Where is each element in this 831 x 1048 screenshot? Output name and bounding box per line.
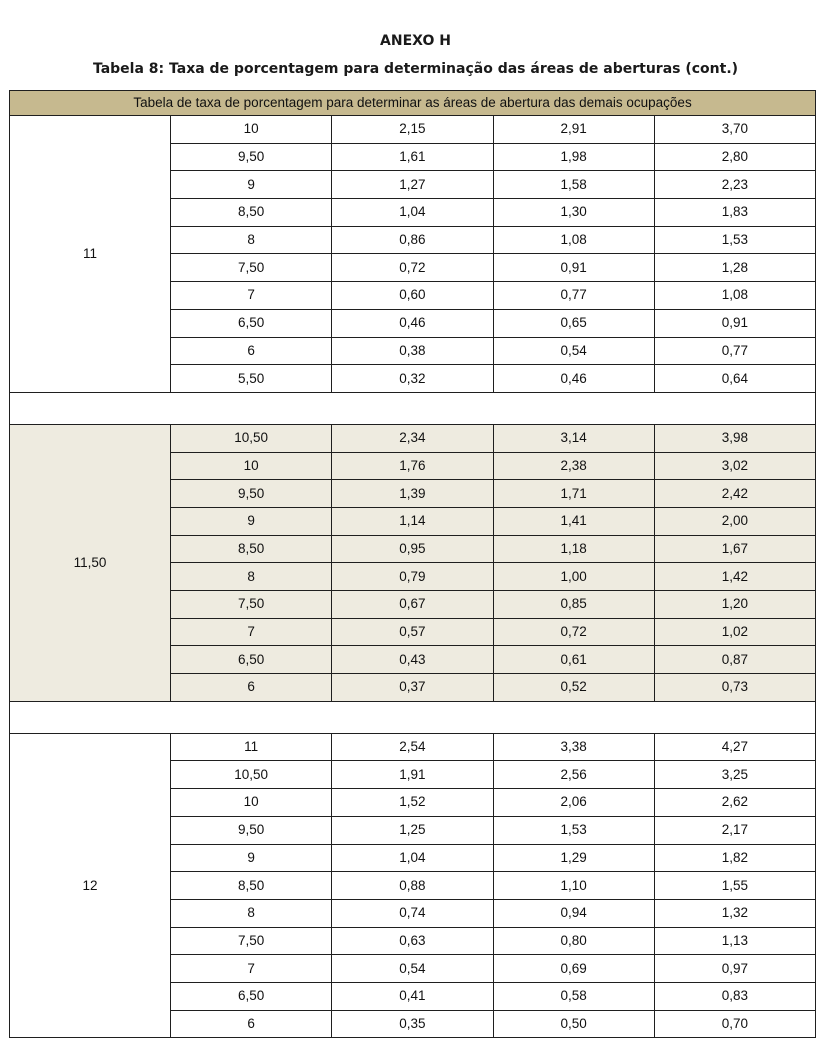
table-header: Tabela de taxa de porcentagem para determinar as áreas de abertura das demais ocupações bbox=[10, 91, 816, 116]
table-cell: 0,85 bbox=[493, 591, 654, 619]
table-cell: 11 bbox=[171, 733, 332, 761]
table-cell: 10,50 bbox=[171, 761, 332, 789]
table-cell: 0,88 bbox=[332, 872, 493, 900]
table-cell: 1,08 bbox=[493, 226, 654, 254]
table-cell: 1,14 bbox=[332, 507, 493, 535]
table-cell: 2,15 bbox=[332, 116, 493, 144]
table-cell: 10 bbox=[171, 789, 332, 817]
table-cell: 0,63 bbox=[332, 927, 493, 955]
table-cell: 1,67 bbox=[654, 535, 815, 563]
table-cell: 1,27 bbox=[332, 171, 493, 199]
table-cell: 1,29 bbox=[493, 844, 654, 872]
table-cell: 0,94 bbox=[493, 899, 654, 927]
table-cell: 2,34 bbox=[332, 424, 493, 452]
table-cell: 0,54 bbox=[493, 337, 654, 365]
table-header-row bbox=[10, 91, 816, 116]
table-cell: 1,91 bbox=[332, 761, 493, 789]
table-cell: 1,20 bbox=[654, 591, 815, 619]
table-cell: 5,50 bbox=[171, 365, 332, 393]
table-cell: 1,04 bbox=[332, 199, 493, 227]
table-row bbox=[10, 116, 816, 144]
table-cell: 6 bbox=[171, 337, 332, 365]
table-cell: 1,32 bbox=[654, 899, 815, 927]
group-separator bbox=[10, 392, 816, 424]
table-cell: 0,77 bbox=[493, 282, 654, 310]
table-cell: 1,13 bbox=[654, 927, 815, 955]
table-cell: 0,41 bbox=[332, 982, 493, 1010]
table-cell: 7 bbox=[171, 618, 332, 646]
table-cell: 1,98 bbox=[493, 143, 654, 171]
table-cell: 9 bbox=[171, 171, 332, 199]
table-cell: 0,38 bbox=[332, 337, 493, 365]
table-cell: 9,50 bbox=[171, 816, 332, 844]
table-cell: 7 bbox=[171, 955, 332, 983]
table-cell: 3,38 bbox=[493, 733, 654, 761]
table-cell: 8 bbox=[171, 226, 332, 254]
table-cell: 2,80 bbox=[654, 143, 815, 171]
table-cell: 1,28 bbox=[654, 254, 815, 282]
table-cell: 2,00 bbox=[654, 507, 815, 535]
table-cell: 0,86 bbox=[332, 226, 493, 254]
table-cell: 8 bbox=[171, 899, 332, 927]
table-cell: 10 bbox=[171, 116, 332, 144]
table-cell: 10 bbox=[171, 452, 332, 480]
table-cell: 0,72 bbox=[493, 618, 654, 646]
table-cell: 1,71 bbox=[493, 480, 654, 508]
table-cell: 7,50 bbox=[171, 254, 332, 282]
table-cell: 0,87 bbox=[654, 646, 815, 674]
table-cell: 0,70 bbox=[654, 1010, 815, 1038]
table-cell: 9 bbox=[171, 844, 332, 872]
table-cell: 1,53 bbox=[654, 226, 815, 254]
table-cell: 4,27 bbox=[654, 733, 815, 761]
table-row bbox=[10, 733, 816, 761]
table-cell: 1,10 bbox=[493, 872, 654, 900]
table-cell: 0,57 bbox=[332, 618, 493, 646]
table-cell: 0,35 bbox=[332, 1010, 493, 1038]
table-cell: 1,30 bbox=[493, 199, 654, 227]
table-cell: 0,74 bbox=[332, 899, 493, 927]
table-cell: 9,50 bbox=[171, 143, 332, 171]
table-cell: 9 bbox=[171, 507, 332, 535]
table-cell: 0,60 bbox=[332, 282, 493, 310]
table-cell: 2,56 bbox=[493, 761, 654, 789]
group-label: 12 bbox=[10, 733, 171, 1038]
table-cell: 2,62 bbox=[654, 789, 815, 817]
table-cell: 2,42 bbox=[654, 480, 815, 508]
group-separator bbox=[10, 701, 816, 733]
table-cell: 0,95 bbox=[332, 535, 493, 563]
table-cell: 1,53 bbox=[493, 816, 654, 844]
table-cell: 0,52 bbox=[493, 674, 654, 702]
opening-rate-table bbox=[9, 90, 816, 1038]
table-cell: 1,25 bbox=[332, 816, 493, 844]
table-cell: 2,54 bbox=[332, 733, 493, 761]
group-label: 11,50 bbox=[10, 424, 171, 701]
table-cell: 0,72 bbox=[332, 254, 493, 282]
group-label: 11 bbox=[10, 116, 171, 393]
table-cell: 0,80 bbox=[493, 927, 654, 955]
table-cell: 1,82 bbox=[654, 844, 815, 872]
table-cell: 2,91 bbox=[493, 116, 654, 144]
table-cell: 0,46 bbox=[332, 309, 493, 337]
table-body bbox=[10, 91, 816, 1038]
table-cell: 1,76 bbox=[332, 452, 493, 480]
table-cell: 0,73 bbox=[654, 674, 815, 702]
table-cell: 0,65 bbox=[493, 309, 654, 337]
table-cell: 0,64 bbox=[654, 365, 815, 393]
table-cell: 2,38 bbox=[493, 452, 654, 480]
table-cell: 2,23 bbox=[654, 171, 815, 199]
table-cell: 7 bbox=[171, 282, 332, 310]
table-caption: Tabela 8: Taxa de porcentagem para determinação das áreas de aberturas (cont.) bbox=[92, 61, 739, 77]
table-cell: 0,77 bbox=[654, 337, 815, 365]
table-cell: 0,43 bbox=[332, 646, 493, 674]
table-cell: 1,18 bbox=[493, 535, 654, 563]
table-cell: 8,50 bbox=[171, 535, 332, 563]
table-cell: 1,08 bbox=[654, 282, 815, 310]
table-cell: 8 bbox=[171, 563, 332, 591]
table-cell: 3,25 bbox=[654, 761, 815, 789]
table-row bbox=[10, 424, 816, 452]
table-cell: 1,42 bbox=[654, 563, 815, 591]
table-cell: 7,50 bbox=[171, 591, 332, 619]
table-cell: 8,50 bbox=[171, 199, 332, 227]
table-cell: 1,00 bbox=[493, 563, 654, 591]
table-cell: 0,46 bbox=[493, 365, 654, 393]
table-cell: 6 bbox=[171, 674, 332, 702]
table-cell: 6,50 bbox=[171, 646, 332, 674]
table-cell: 6,50 bbox=[171, 309, 332, 337]
annex-title: ANEXO H bbox=[380, 33, 451, 49]
table-cell: 1,39 bbox=[332, 480, 493, 508]
table-cell: 1,83 bbox=[654, 199, 815, 227]
table-cell: 1,04 bbox=[332, 844, 493, 872]
table-cell: 1,61 bbox=[332, 143, 493, 171]
table-cell: 1,55 bbox=[654, 872, 815, 900]
table-cell: 1,52 bbox=[332, 789, 493, 817]
table-cell: 0,97 bbox=[654, 955, 815, 983]
table-cell: 2,17 bbox=[654, 816, 815, 844]
table-cell: 3,14 bbox=[493, 424, 654, 452]
table-cell: 7,50 bbox=[171, 927, 332, 955]
table-cell: 1,02 bbox=[654, 618, 815, 646]
table-cell: 6 bbox=[171, 1010, 332, 1038]
table-cell: 0,91 bbox=[654, 309, 815, 337]
table-cell: 3,98 bbox=[654, 424, 815, 452]
table-cell: 0,61 bbox=[493, 646, 654, 674]
table-cell: 0,32 bbox=[332, 365, 493, 393]
table-cell: 0,79 bbox=[332, 563, 493, 591]
group-separator-row bbox=[10, 392, 816, 424]
table-cell: 1,58 bbox=[493, 171, 654, 199]
table-cell: 0,69 bbox=[493, 955, 654, 983]
table-cell: 9,50 bbox=[171, 480, 332, 508]
table-cell: 6,50 bbox=[171, 982, 332, 1010]
table-cell: 0,91 bbox=[493, 254, 654, 282]
table-cell: 0,83 bbox=[654, 982, 815, 1010]
table-cell: 0,58 bbox=[493, 982, 654, 1010]
group-separator-row bbox=[10, 701, 816, 733]
table-cell: 3,70 bbox=[654, 116, 815, 144]
table-cell: 3,02 bbox=[654, 452, 815, 480]
table-cell: 10,50 bbox=[171, 424, 332, 452]
table-cell: 1,41 bbox=[493, 507, 654, 535]
table-cell: 8,50 bbox=[171, 872, 332, 900]
table-cell: 0,54 bbox=[332, 955, 493, 983]
table-cell: 0,50 bbox=[493, 1010, 654, 1038]
table-cell: 0,37 bbox=[332, 674, 493, 702]
table-cell: 0,67 bbox=[332, 591, 493, 619]
table-cell: 2,06 bbox=[493, 789, 654, 817]
